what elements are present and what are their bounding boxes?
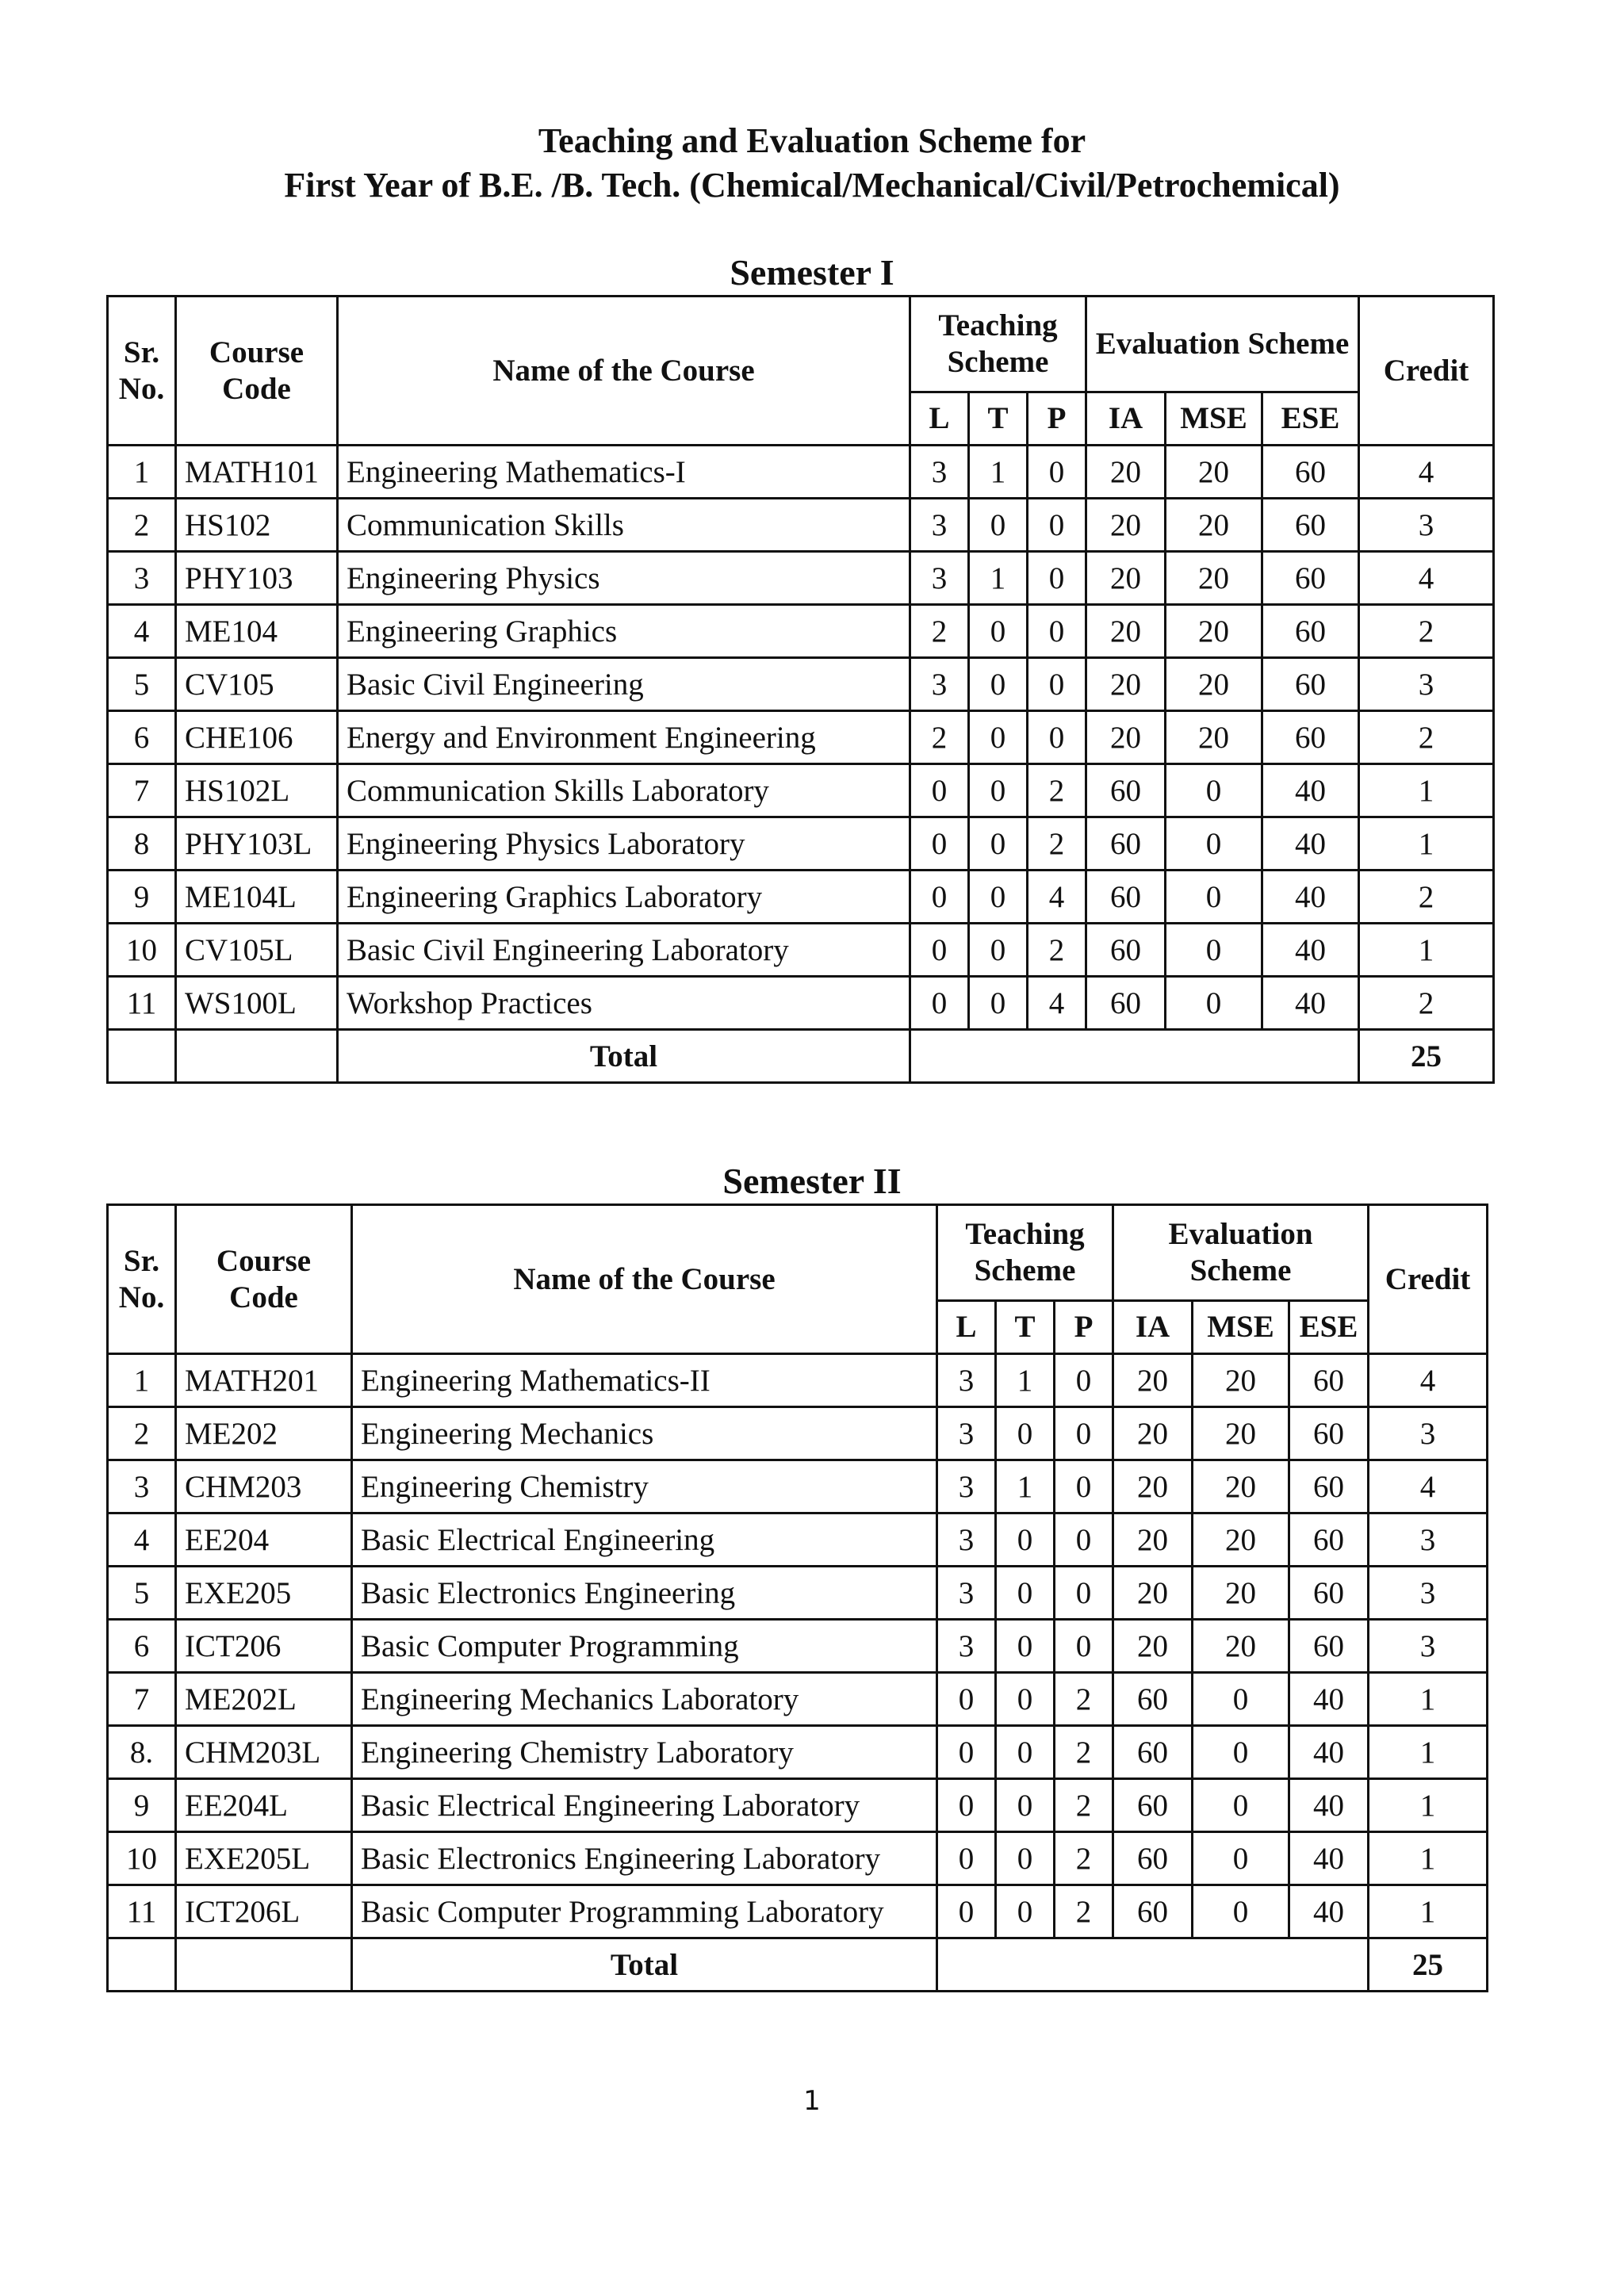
practical-hours-cell: 0	[1028, 446, 1086, 499]
credit-cell: 1	[1369, 1779, 1488, 1832]
course-code-cell: MATH101	[176, 446, 338, 499]
credit-cell: 3	[1369, 1567, 1488, 1620]
course-code-cell: HS102L	[176, 764, 338, 817]
ese-marks-cell: 60	[1262, 605, 1359, 658]
ese-marks-cell: 60	[1289, 1407, 1369, 1460]
ia-marks-cell: 20	[1113, 1513, 1193, 1567]
mse-marks-cell: 0	[1166, 977, 1262, 1030]
course-code-cell: CV105	[176, 658, 338, 711]
practical-hours-cell: 2	[1028, 817, 1086, 871]
mse-header: MSE	[1193, 1301, 1289, 1354]
table-row	[108, 1513, 1488, 1567]
practical-hours-cell: 0	[1028, 605, 1086, 658]
mse-marks-cell: 20	[1166, 658, 1262, 711]
lecture-hours-cell: 3	[910, 446, 969, 499]
course-name-cell: Basic Electronics Engineering Laboratory	[352, 1832, 937, 1885]
semester-2-table	[106, 1203, 1488, 1992]
ese-marks-cell: 40	[1262, 764, 1359, 817]
credit-cell: 3	[1359, 499, 1494, 552]
lecture-hours-cell: 0	[910, 817, 969, 871]
course-code-cell: MATH201	[176, 1354, 352, 1407]
ia-marks-cell: 60	[1086, 977, 1166, 1030]
sr-no-cell: 3	[108, 1460, 176, 1513]
total-credit: 25	[1359, 1030, 1494, 1083]
empty-cell	[108, 1030, 176, 1083]
mse-marks-cell: 20	[1193, 1460, 1289, 1513]
practical-header: P	[1055, 1301, 1113, 1354]
sr-no-cell: 5	[108, 658, 176, 711]
lecture-hours-cell: 0	[937, 1673, 996, 1726]
ese-marks-cell: 60	[1289, 1620, 1369, 1673]
table-row	[108, 977, 1494, 1030]
practical-hours-cell: 2	[1028, 764, 1086, 817]
course-code-cell: CV105L	[176, 924, 338, 977]
practical-hours-cell: 0	[1028, 499, 1086, 552]
course-code-cell: ME104L	[176, 871, 338, 924]
ese-marks-cell: 60	[1289, 1567, 1369, 1620]
semester-1-table	[106, 295, 1495, 1084]
sr-no-cell: 9	[108, 1779, 176, 1832]
practical-header: P	[1028, 392, 1086, 446]
course-name-cell: Basic Civil Engineering	[338, 658, 910, 711]
ia-marks-cell: 20	[1113, 1460, 1193, 1513]
ese-header: ESE	[1289, 1301, 1369, 1354]
total-row	[108, 1938, 1488, 1992]
lecture-hours-cell: 0	[937, 1885, 996, 1938]
ese-marks-cell: 40	[1289, 1673, 1369, 1726]
practical-hours-cell: 4	[1028, 977, 1086, 1030]
table-row	[108, 552, 1494, 605]
ia-marks-cell: 60	[1113, 1726, 1193, 1779]
practical-hours-cell: 2	[1055, 1885, 1113, 1938]
course-code-cell: ME104	[176, 605, 338, 658]
practical-hours-cell: 0	[1028, 711, 1086, 764]
course-code-cell: ICT206	[176, 1620, 352, 1673]
sr-no-cell: 8.	[108, 1726, 176, 1779]
sr-no-cell: 3	[108, 552, 176, 605]
course-name-cell: Engineering Physics	[338, 552, 910, 605]
course-name-cell: Engineering Graphics Laboratory	[338, 871, 910, 924]
ia-header: IA	[1086, 392, 1166, 446]
table-row	[108, 1460, 1488, 1513]
ia-marks-cell: 60	[1086, 764, 1166, 817]
course-code-header: Course Code	[176, 1205, 352, 1354]
credit-cell: 3	[1369, 1513, 1488, 1567]
course-name-cell: Engineering Chemistry Laboratory	[352, 1726, 937, 1779]
course-name-cell: Engineering Mechanics	[352, 1407, 937, 1460]
credit-cell: 1	[1359, 764, 1494, 817]
course-name-cell: Communication Skills	[338, 499, 910, 552]
ese-marks-cell: 40	[1289, 1832, 1369, 1885]
credit-cell: 3	[1369, 1407, 1488, 1460]
ia-marks-cell: 60	[1113, 1779, 1193, 1832]
ese-marks-cell: 40	[1289, 1726, 1369, 1779]
table-row	[108, 1726, 1488, 1779]
tutorial-hours-cell: 1	[996, 1354, 1055, 1407]
credit-cell: 1	[1359, 817, 1494, 871]
course-name-cell: Engineering Physics Laboratory	[338, 817, 910, 871]
practical-hours-cell: 0	[1055, 1513, 1113, 1567]
course-name-cell: Basic Civil Engineering Laboratory	[338, 924, 910, 977]
lecture-hours-cell: 3	[937, 1567, 996, 1620]
table-row	[108, 499, 1494, 552]
practical-hours-cell: 0	[1055, 1407, 1113, 1460]
tutorial-hours-cell: 0	[969, 817, 1028, 871]
page-number: 1	[803, 2085, 821, 2117]
sr-no-cell: 6	[108, 1620, 176, 1673]
lecture-hours-cell: 3	[937, 1620, 996, 1673]
mse-marks-cell: 0	[1166, 871, 1262, 924]
practical-hours-cell: 0	[1055, 1567, 1113, 1620]
credit-cell: 1	[1369, 1885, 1488, 1938]
ia-marks-cell: 20	[1086, 446, 1166, 499]
sr-no-cell: 2	[108, 1407, 176, 1460]
mse-marks-cell: 20	[1193, 1354, 1289, 1407]
ese-marks-cell: 40	[1262, 924, 1359, 977]
course-name-cell: Basic Electrical Engineering	[352, 1513, 937, 1567]
mse-marks-cell: 20	[1193, 1513, 1289, 1567]
table-row	[108, 817, 1494, 871]
ia-marks-cell: 20	[1113, 1354, 1193, 1407]
credit-cell: 2	[1359, 977, 1494, 1030]
lecture-hours-cell: 3	[937, 1407, 996, 1460]
sr-no-cell: 5	[108, 1567, 176, 1620]
ia-marks-cell: 20	[1086, 552, 1166, 605]
table-row	[108, 1885, 1488, 1938]
ia-marks-cell: 20	[1113, 1620, 1193, 1673]
tutorial-hours-cell: 0	[996, 1779, 1055, 1832]
sr-no-header: Sr. No.	[108, 297, 176, 446]
credit-cell: 1	[1369, 1832, 1488, 1885]
document-title-line-1: Teaching and Evaluation Scheme for	[538, 121, 1086, 160]
table-row	[108, 1779, 1488, 1832]
credit-cell: 4	[1369, 1460, 1488, 1513]
course-code-cell: CHE106	[176, 711, 338, 764]
ia-marks-cell: 60	[1113, 1832, 1193, 1885]
course-name-cell: Communication Skills Laboratory	[338, 764, 910, 817]
tutorial-hours-cell: 1	[969, 446, 1028, 499]
empty-cell	[108, 1938, 176, 1992]
sr-no-cell: 7	[108, 1673, 176, 1726]
practical-hours-cell: 2	[1055, 1673, 1113, 1726]
practical-hours-cell: 2	[1055, 1726, 1113, 1779]
course-name-header: Name of the Course	[352, 1205, 937, 1354]
ese-marks-cell: 60	[1289, 1513, 1369, 1567]
mse-marks-cell: 0	[1193, 1726, 1289, 1779]
course-code-cell: EXE205	[176, 1567, 352, 1620]
evaluation-scheme-header: Evaluation Scheme	[1113, 1205, 1369, 1301]
lecture-hours-cell: 0	[910, 977, 969, 1030]
ese-marks-cell: 40	[1262, 871, 1359, 924]
ia-marks-cell: 20	[1086, 605, 1166, 658]
lecture-hours-cell: 2	[910, 711, 969, 764]
tutorial-hours-cell: 0	[996, 1673, 1055, 1726]
ese-marks-cell: 60	[1262, 658, 1359, 711]
mse-marks-cell: 20	[1166, 711, 1262, 764]
mse-marks-cell: 20	[1193, 1407, 1289, 1460]
course-name-header: Name of the Course	[338, 297, 910, 446]
table-row	[108, 1407, 1488, 1460]
tutorial-hours-cell: 0	[969, 499, 1028, 552]
tutorial-hours-cell: 0	[969, 977, 1028, 1030]
credit-header: Credit	[1359, 297, 1494, 446]
course-name-cell: Basic Computer Programming Laboratory	[352, 1885, 937, 1938]
document-title-line-2: First Year of B.E. /B. Tech. (Chemical/Mechanical/Civil/Petrochemical)	[284, 166, 1340, 205]
tutorial-hours-cell: 0	[969, 924, 1028, 977]
tutorial-hours-cell: 0	[969, 605, 1028, 658]
mse-marks-cell: 0	[1193, 1885, 1289, 1938]
mse-marks-cell: 0	[1166, 764, 1262, 817]
ese-marks-cell: 60	[1289, 1354, 1369, 1407]
lecture-hours-cell: 3	[937, 1460, 996, 1513]
mse-marks-cell: 0	[1193, 1779, 1289, 1832]
ia-marks-cell: 60	[1113, 1673, 1193, 1726]
mse-marks-cell: 20	[1166, 499, 1262, 552]
course-code-cell: CHM203	[176, 1460, 352, 1513]
practical-hours-cell: 2	[1028, 924, 1086, 977]
tutorial-header: T	[969, 392, 1028, 446]
total-label: Total	[338, 1030, 910, 1083]
practical-hours-cell: 0	[1055, 1460, 1113, 1513]
lecture-header: L	[910, 392, 969, 446]
course-code-cell: EE204L	[176, 1779, 352, 1832]
lecture-hours-cell: 0	[910, 764, 969, 817]
tutorial-hours-cell: 0	[969, 711, 1028, 764]
course-code-cell: HS102	[176, 499, 338, 552]
course-name-cell: Engineering Mechanics Laboratory	[352, 1673, 937, 1726]
ia-marks-cell: 20	[1113, 1407, 1193, 1460]
sr-no-cell: 10	[108, 1832, 176, 1885]
table-row	[108, 1620, 1488, 1673]
lecture-hours-cell: 0	[910, 871, 969, 924]
mse-marks-cell: 20	[1166, 446, 1262, 499]
teaching-scheme-header: Teaching Scheme	[910, 297, 1086, 392]
sr-no-cell: 9	[108, 871, 176, 924]
practical-hours-cell: 0	[1028, 552, 1086, 605]
ia-header: IA	[1113, 1301, 1193, 1354]
credit-cell: 1	[1369, 1673, 1488, 1726]
course-code-cell: CHM203L	[176, 1726, 352, 1779]
sr-no-cell: 1	[108, 1354, 176, 1407]
sr-no-cell: 11	[108, 1885, 176, 1938]
course-name-cell: Engineering Mathematics-I	[338, 446, 910, 499]
empty-cell	[176, 1938, 352, 1992]
tutorial-hours-cell: 0	[996, 1885, 1055, 1938]
credit-cell: 2	[1359, 711, 1494, 764]
lecture-hours-cell: 0	[937, 1832, 996, 1885]
tutorial-hours-cell: 0	[969, 658, 1028, 711]
tutorial-header: T	[996, 1301, 1055, 1354]
course-name-cell: Basic Computer Programming	[352, 1620, 937, 1673]
ese-marks-cell: 40	[1262, 977, 1359, 1030]
tutorial-hours-cell: 0	[996, 1407, 1055, 1460]
credit-cell: 1	[1369, 1726, 1488, 1779]
tutorial-hours-cell: 0	[996, 1513, 1055, 1567]
lecture-hours-cell: 0	[937, 1779, 996, 1832]
credit-cell: 1	[1359, 924, 1494, 977]
mse-marks-cell: 20	[1166, 605, 1262, 658]
table-row	[108, 658, 1494, 711]
sr-no-header: Sr. No.	[108, 1205, 176, 1354]
mse-marks-cell: 0	[1166, 924, 1262, 977]
ese-header: ESE	[1262, 392, 1359, 446]
tutorial-hours-cell: 0	[969, 764, 1028, 817]
sr-no-cell: 1	[108, 446, 176, 499]
sr-no-cell: 4	[108, 605, 176, 658]
sr-no-cell: 6	[108, 711, 176, 764]
practical-hours-cell: 2	[1055, 1832, 1113, 1885]
table-row	[108, 924, 1494, 977]
ese-marks-cell: 60	[1262, 552, 1359, 605]
course-name-cell: Engineering Graphics	[338, 605, 910, 658]
course-code-cell: EXE205L	[176, 1832, 352, 1885]
table-row	[108, 1832, 1488, 1885]
sr-no-cell: 8	[108, 817, 176, 871]
credit-cell: 2	[1359, 871, 1494, 924]
lecture-hours-cell: 0	[910, 924, 969, 977]
course-name-cell: Basic Electrical Engineering Laboratory	[352, 1779, 937, 1832]
total-row	[108, 1030, 1494, 1083]
course-name-cell: Workshop Practices	[338, 977, 910, 1030]
practical-hours-cell: 2	[1055, 1779, 1113, 1832]
course-name-cell: Engineering Mathematics-II	[352, 1354, 937, 1407]
tutorial-hours-cell: 1	[996, 1460, 1055, 1513]
tutorial-hours-cell: 0	[969, 871, 1028, 924]
ia-marks-cell: 60	[1086, 817, 1166, 871]
credit-cell: 3	[1359, 658, 1494, 711]
mse-marks-cell: 0	[1193, 1832, 1289, 1885]
tutorial-hours-cell: 0	[996, 1726, 1055, 1779]
sr-no-cell: 2	[108, 499, 176, 552]
course-code-cell: PHY103	[176, 552, 338, 605]
table-row	[108, 711, 1494, 764]
credit-cell: 4	[1359, 446, 1494, 499]
practical-hours-cell: 0	[1055, 1354, 1113, 1407]
course-code-cell: ME202L	[176, 1673, 352, 1726]
course-name-cell: Energy and Environment Engineering	[338, 711, 910, 764]
mse-marks-cell: 20	[1193, 1620, 1289, 1673]
practical-hours-cell: 0	[1055, 1620, 1113, 1673]
credit-cell: 2	[1359, 605, 1494, 658]
ese-marks-cell: 60	[1262, 446, 1359, 499]
lecture-header: L	[937, 1301, 996, 1354]
mse-marks-cell: 20	[1193, 1567, 1289, 1620]
sr-no-cell: 11	[108, 977, 176, 1030]
table-row	[108, 871, 1494, 924]
sr-no-cell: 10	[108, 924, 176, 977]
table-row	[108, 1673, 1488, 1726]
tutorial-hours-cell: 1	[969, 552, 1028, 605]
lecture-hours-cell: 3	[937, 1354, 996, 1407]
lecture-hours-cell: 3	[910, 552, 969, 605]
semester-1-heading: Semester I	[730, 252, 894, 293]
course-code-cell: WS100L	[176, 977, 338, 1030]
mse-marks-cell: 0	[1166, 817, 1262, 871]
tutorial-hours-cell: 0	[996, 1567, 1055, 1620]
tutorial-hours-cell: 0	[996, 1832, 1055, 1885]
table-row	[108, 1567, 1488, 1620]
ia-marks-cell: 60	[1113, 1885, 1193, 1938]
empty-cell	[910, 1030, 1359, 1083]
course-code-cell: EE204	[176, 1513, 352, 1567]
course-name-cell: Engineering Chemistry	[352, 1460, 937, 1513]
credit-header: Credit	[1369, 1205, 1488, 1354]
ia-marks-cell: 60	[1086, 924, 1166, 977]
ese-marks-cell: 60	[1262, 499, 1359, 552]
evaluation-scheme-header: Evaluation Scheme	[1086, 297, 1359, 392]
ia-marks-cell: 20	[1086, 711, 1166, 764]
table-row	[108, 764, 1494, 817]
total-label: Total	[352, 1938, 937, 1992]
ia-marks-cell: 20	[1113, 1567, 1193, 1620]
credit-cell: 4	[1369, 1354, 1488, 1407]
course-code-cell: PHY103L	[176, 817, 338, 871]
ese-marks-cell: 60	[1262, 711, 1359, 764]
credit-cell: 4	[1359, 552, 1494, 605]
lecture-hours-cell: 2	[910, 605, 969, 658]
teaching-scheme-header: Teaching Scheme	[937, 1205, 1113, 1301]
lecture-hours-cell: 3	[910, 499, 969, 552]
lecture-hours-cell: 0	[937, 1726, 996, 1779]
ia-marks-cell: 60	[1086, 871, 1166, 924]
ese-marks-cell: 40	[1289, 1779, 1369, 1832]
table-row	[108, 446, 1494, 499]
mse-marks-cell: 20	[1166, 552, 1262, 605]
tutorial-hours-cell: 0	[996, 1620, 1055, 1673]
mse-marks-cell: 0	[1193, 1673, 1289, 1726]
lecture-hours-cell: 3	[937, 1513, 996, 1567]
total-credit: 25	[1369, 1938, 1488, 1992]
course-name-cell: Basic Electronics Engineering	[352, 1567, 937, 1620]
course-code-header: Course Code	[176, 297, 338, 446]
ese-marks-cell: 40	[1289, 1885, 1369, 1938]
ia-marks-cell: 20	[1086, 499, 1166, 552]
semester-2-heading: Semester II	[722, 1161, 902, 1201]
ese-marks-cell: 40	[1262, 817, 1359, 871]
practical-hours-cell: 0	[1028, 658, 1086, 711]
empty-cell	[176, 1030, 338, 1083]
course-code-cell: ME202	[176, 1407, 352, 1460]
mse-header: MSE	[1166, 392, 1262, 446]
practical-hours-cell: 4	[1028, 871, 1086, 924]
table-row	[108, 605, 1494, 658]
course-code-cell: ICT206L	[176, 1885, 352, 1938]
sr-no-cell: 4	[108, 1513, 176, 1567]
empty-cell	[937, 1938, 1369, 1992]
lecture-hours-cell: 3	[910, 658, 969, 711]
table-row	[108, 1354, 1488, 1407]
ese-marks-cell: 60	[1289, 1460, 1369, 1513]
credit-cell: 3	[1369, 1620, 1488, 1673]
sr-no-cell: 7	[108, 764, 176, 817]
ia-marks-cell: 20	[1086, 658, 1166, 711]
